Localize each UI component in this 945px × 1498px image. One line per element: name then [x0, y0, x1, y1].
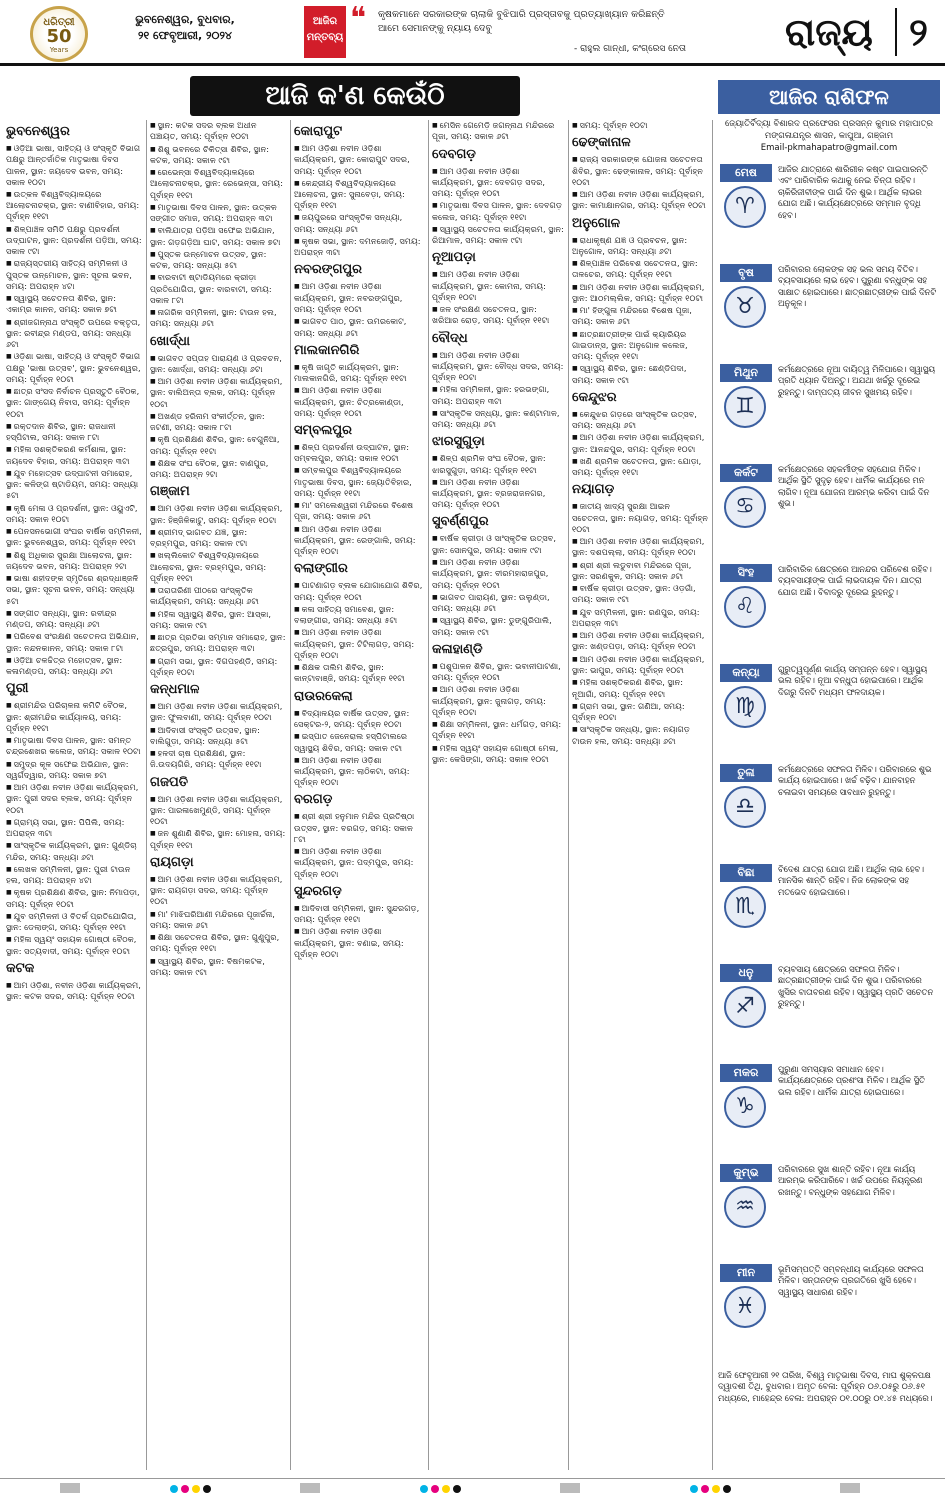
event-item: ■ ଇସ୍ପାତ ଜେନେରାଲ ହସ୍ପିଟାଲରେ ସ୍ୱାସ୍ଥ୍ୟ ଶିବିର, ସମୟ: ସକାଳ ୯ଟା	[294, 731, 424, 754]
zodiac-icon: ♌	[724, 586, 766, 628]
rashi-prediction: ଗୁରୁତ୍ୱପୂର୍ଣ୍ଣ କାର୍ଯ୍ୟ ସମ୍ପନ୍ନ ହେବ। ସ୍ୱାସ୍ଥ୍ୟ ଭଲ ରହିବ। ନୂଆ ବନ୍ଧୁତା ହୋଇପାରେ। ଆର୍ଥିକ ଦିଗରୁ ଦିନଟି ମଧ୍ୟମ ଫଳଦାୟକ।	[778, 664, 928, 697]
event-item: ■ ଖଲ୍ଲିକୋଟ ବିଶ୍ୱବିଦ୍ୟାଳୟରେ ଆଲୋଚନା, ସ୍ଥାନ: ବ୍ରହ୍ମପୁର, ସମୟ: ପୂର୍ବାହ୍ନ ୧୧ଟା	[150, 550, 286, 584]
zodiac-icon: ♑	[724, 1086, 766, 1128]
event-item: ■ ଆମ ଓଡ଼ିଶା ନବୀନ ଓଡ଼ିଶା କାର୍ଯ୍ୟକ୍ରମ, ସ୍ଥାନ: ଆନନ୍ଦପୁର, ସମୟ: ପୂର୍ବାହ୍ନ ୧୦ଟା	[572, 432, 708, 455]
district-heading: ବୌଦ୍ଧ	[432, 330, 468, 346]
event-item: ■ ମାତୃଭାଷା ଦିବସ ପାଳନ, ସ୍ଥାନ: ଉତ୍କଳ ସଙ୍ଗୀତ ସମାଜ, ସମୟ: ଅପରାହ୍ନ ୩ଟା	[150, 202, 286, 225]
zodiac-icon: ♈	[724, 186, 766, 228]
event-item: ■ ଶ୍ରୀଜଗନ୍ନାଥ ସଂସ୍କୃତି ଉପରେ ବକ୍ତୃତା, ସ୍ଥାନ: ରବୀନ୍ଦ୍ର ମଣ୍ଡପ, ସମୟ: ସନ୍ଧ୍ୟା ୬ଟା	[6, 317, 142, 351]
event-item: ■ ଭାଷା ଶହୀଦଙ୍କ ସ୍ମୃତିରେ ଶ୍ରଦ୍ଧାଞ୍ଜଳି ସଭା, ସ୍ଥାନ: ସୂଚନା ଭବନ, ସମୟ: ସନ୍ଧ୍ୟା ୫ଟା	[6, 573, 142, 607]
rashifal-title: ଆଜିର ରାଶିଫଳ	[718, 80, 940, 114]
event-item: ■ ଆମ ଓଡ଼ିଶା ନବୀନ ଓଡ଼ିଶା କାର୍ଯ୍ୟକ୍ରମ, ସ୍ଥାନ: ଟିଟିଲାଗଡ଼, ସମୟ: ପୂର୍ବାହ୍ନ ୧୦ଟା	[294, 627, 424, 661]
rashi-prediction: ପରିବାରର ଲୋକଙ୍କ ସହ ଭଲ ସମୟ ବିତିବ। ବ୍ୟବସାୟରେ ଲାଭ ହେବ। ପୁରୁଣା ବନ୍ଧୁଙ୍କ ସହ ସାକ୍ଷାତ ହୋଇପାରେ। ଛାତ୍ରଛାତ୍ରୀଙ୍କ ପାଇଁ ଦିନଟି ଅନୁକୂଳ।	[778, 264, 937, 309]
event-item: ■ ଶିକ୍ଷା ସଚେତନତା ଶିବିର, ସ୍ଥାନ: ଗୁଣୁପୁର, ସମୟ: ପୂର୍ବାହ୍ନ ୧୧ଟା	[150, 932, 286, 955]
district-heading: ନୟାଗଡ଼	[572, 482, 615, 498]
rashi-name: ସିଂହ	[720, 564, 772, 582]
rashi-prediction: ପରିବାରରେ ସୁଖ ଶାନ୍ତି ରହିବ। ନୂଆ କାର୍ଯ୍ୟ ଆରମ୍ଭ କରିପାରିବେ। ଖର୍ଚ୍ଚ ଉପରେ ନିୟନ୍ତ୍ରଣ ରଖନ୍ତୁ। ବନ୍ଧୁଙ୍କ ସହଯୋଗ ମିଳିବ।	[778, 1164, 923, 1197]
event-item: ■ ଶିଶୁ ଅଧିକାର ସୁରକ୍ଷା ଆଲୋଚନା, ସ୍ଥାନ: ଜୟଦେବ ଭବନ, ସମୟ: ଅପରାହ୍ନ ୨ଟା	[6, 550, 142, 573]
event-item: ■ ହଳଦୀ ଚାଷ ପ୍ରଶିକ୍ଷଣ, ସ୍ଥାନ: ଜି.ଉଦୟଗିରି, ସମୟ: ପୂର୍ବାହ୍ନ ୧୧ଟା	[150, 748, 286, 771]
events-column-4	[432, 120, 564, 1475]
rashi-entry	[718, 864, 940, 960]
rashi-name: ମିଥୁନ	[720, 364, 772, 382]
district-heading: ନବରଙ୍ଗପୁର	[294, 262, 363, 278]
event-item: ■ ପୁସ୍ତକ ଉନ୍ମୋଚନ ଉତ୍ସବ, ସ୍ଥାନ: କଟକ, ସମୟ: ସନ୍ଧ୍ୟା ୫ଟା	[150, 249, 286, 272]
event-item: ■ ମାତୃଭାଷା ଦିବସ ପାଳନ, ସ୍ଥାନ: ଦେବଗଡ଼ କଲେଜ, ସମୟ: ପୂର୍ବାହ୍ନ ୧୧ଟା	[432, 200, 564, 223]
events-column-1	[6, 120, 142, 1475]
rashi-name: ବୃଷ	[720, 264, 772, 282]
event-item: ■ ଛାତ୍ର ପ୍ରତିଭା ସମ୍ମାନ ସମାରୋହ, ସ୍ଥାନ: ଛତ୍ରପୁର, ସମୟ: ଅପରାହ୍ନ ୩ଟା	[150, 632, 286, 655]
rashi-entry	[718, 1264, 940, 1360]
event-item: ■ ଆମ ଓଡ଼ିଶା ନବୀନ ଓଡ଼ିଶା କାର୍ଯ୍ୟକ୍ରମ, ସ୍ଥାନ: ଖଣ୍ଡପଡ଼ା, ସମୟ: ପୂର୍ବାହ୍ନ ୧୦ଟା	[572, 630, 708, 653]
district-heading: ସମ୍ବଲପୁର	[294, 422, 352, 438]
rashi-prediction: ବିଦେଶ ଯାତ୍ରା ଯୋଗ ଅଛି। ଆର୍ଥିକ ଲାଭ ହେବ। ମାନସିକ ଶାନ୍ତି ରହିବ। ନିଜ ଲୋକଙ୍କ ସହ ମତଭେଦ ହୋଇପାରେ।	[778, 864, 924, 897]
event-item: ■ ଆମ ଓଡ଼ିଶା, ନବୀନ ଓଡ଼ିଶା କାର୍ଯ୍ୟକ୍ରମ, ସ୍ଥାନ: କଟକ ସଦର, ସମୟ: ପୂର୍ବାହ୍ନ ୧୦ଟା	[6, 980, 142, 1003]
rashi-prediction: ଭୂମିସମ୍ପତ୍ତି ସମ୍ବନ୍ଧୀୟ କାର୍ଯ୍ୟରେ ସଫଳତା ମିଳିବ। ସନ୍ତାନଙ୍କ ପ୍ରଗତିରେ ଖୁସି ହେବେ। ସ୍ୱାସ୍ଥ୍ୟ ସାଧାରଣ ରହିବ।	[778, 1264, 924, 1297]
event-item: ■ ଶିକ୍ଷା ସମ୍ମିଳନୀ, ସ୍ଥାନ: ଧର୍ମଗଡ଼, ସମୟ: ପୂର୍ବାହ୍ନ ୧୧ଟା	[432, 719, 564, 742]
event-item: ■ କଳା ସାହିତ୍ୟ ସମାବେଶ, ସ୍ଥାନ: ବଲାଙ୍ଗୀର, ସମୟ: ସନ୍ଧ୍ୟା ୫ଟା	[294, 604, 424, 627]
dateline	[100, 12, 270, 44]
event-item: ■ ଆମ ଓଡ଼ିଶା ନବୀନ ଓଡ଼ିଶା କାର୍ଯ୍ୟକ୍ରମ, ସ୍ଥାନ: ବ୍ରଜରାଜନଗର, ସମୟ: ପୂର୍ବାହ୍ନ ୧୦ଟା	[432, 477, 564, 511]
rashi-entry	[718, 564, 940, 660]
event-item: ■ ଆମ ଓଡ଼ିଶା ନବୀନ ଓଡ଼ିଶା କାର୍ଯ୍ୟକ୍ରମ, ସ୍ଥାନ: ଲାଠିକଟା, ସମୟ: ପୂର୍ବାହ୍ନ ୧୦ଟା	[294, 755, 424, 789]
registration-mark	[840, 1483, 860, 1493]
event-item: ■ ଗ୍ରାମ୍ୟ ସଭା, ସ୍ଥାନ: ପିପିଲି, ସମୟ: ଅପରାହ୍ନ ୩ଟା	[6, 817, 142, 840]
district-heading: କୋରାପୁଟ	[294, 124, 343, 139]
rashi-name: ମକର	[720, 1064, 772, 1082]
quote-text: କୃଷକମାନେ ସରକାରଙ୍କ ଚାଲାକି ବୁଝିପାରି ପ୍ରସ୍ତାବକୁ ପ୍ରତ୍ୟାଖ୍ୟାନ କରିଛନ୍ତି ଆମେ ସେମାନଙ୍କୁ ନ୍ୟାୟ ଦେବୁ	[378, 9, 665, 34]
panji-note: ଆଜି ଫେବୃଆରୀ ୨୧ ତାରିଖ, ବିଶ୍ୱ ମାତୃଭାଷା ଦିବସ, ମାଘ ଶୁକ୍ଳପକ୍ଷ ଦ୍ୱାଦଶୀ ତିଥି, ବୁଧବାର। ଅମୃତ ବେଳା: ପୂର୍ବାହ୍ନ ୦୬.୦୫ରୁ ୦୬.୫୧ ମଧ୍ୟରେ, ମାହେନ୍ଦ୍ର ବେଳା: ଅପରାହ୍ନ ୦୧.୦୦ରୁ ୦୧.୪୫ ମଧ୍ୟରେ।	[718, 1370, 933, 1403]
quote-tag-line2: ମନ୍ତବ୍ୟ	[306, 32, 344, 43]
page-number: ୨	[895, 8, 928, 56]
rashi-name: ଧନୁ	[720, 964, 772, 982]
rashi-entry	[718, 764, 940, 860]
event-item: ■ ଆମ ଓଡ଼ିଶା ନବୀନ ଓଡ଼ିଶା କାର୍ଯ୍ୟକ୍ରମ, ସ୍ଥାନ: ରାୟଗଡ଼ା ସଦର, ସମୟ: ପୂର୍ବାହ୍ନ ୧୦ଟା	[150, 874, 286, 908]
column-rule	[428, 120, 429, 1470]
district-heading: ଢେଙ୍କାନାଳ	[572, 135, 631, 151]
event-item: ■ ବିଦ୍ୟାଳୟର ବାର୍ଷିକ ଉତ୍ସବ, ସ୍ଥାନ: ସେକ୍ଟର-୨, ସମୟ: ପୂର୍ବାହ୍ନ ୧୦ଟା	[294, 708, 424, 731]
event-item: ■ ସ୍ୱାସ୍ଥ୍ୟ ସଚେତନତା କାର୍ଯ୍ୟକ୍ରମ, ସ୍ଥାନ: ରିଆମାଳ, ସମୟ: ସକାଳ ୯ଟା	[432, 224, 564, 247]
event-item: ■ ସ୍ୱାସ୍ଥ୍ୟ ଶିବିର, ସ୍ଥାନ: ବିଷମକଟକ, ସମୟ: ସକାଳ ୯ଟା	[150, 956, 286, 979]
event-item: ■ ଆମ ଓଡ଼ିଶା ନବୀନ ଓଡ଼ିଶା କାର୍ଯ୍ୟକ୍ରମ, ସ୍ଥାନ: ବୌଦ୍ଧ ସଦର, ସମୟ: ପୂର୍ବାହ୍ନ ୧୦ଟା	[432, 350, 564, 384]
rashi-name: କନ୍ୟା	[720, 664, 772, 682]
event-item: ■ ଲେଖକ ସମ୍ମିଳନୀ, ସ୍ଥାନ: ପୁରୀ ଟାଉନ ହଲ, ସମୟ: ଅପରାହ୍ନ ୪ଟା	[6, 864, 142, 887]
rashi-prediction: ପାରିବାରିକ କ୍ଷେତ୍ରରେ ଆନନ୍ଦର ପରିବେଶ ରହିବ। ବ୍ୟବସାୟୀଙ୍କ ପାଇଁ ଲାଭଦାୟକ ଦିନ। ଯାତ୍ରା ଯୋଗ ଅଛି। ବିବାଦରୁ ଦୂରେଇ ରୁହନ୍ତୁ।	[778, 564, 932, 597]
event-item: ■ ସ୍ୱାସ୍ଥ୍ୟ ଶିବିର, ସ୍ଥାନ: ଡୁଙ୍ଗୁରିପାଲି, ସମୟ: ସକାଳ ୯ଟା	[432, 615, 564, 638]
event-item: ■ ଶିଳ୍ପ ଶ୍ରମିକ ସଂଘ ବୈଠକ, ସ୍ଥାନ: ଝାରସୁଗୁଡ଼ା, ସମୟ: ପୂର୍ବାହ୍ନ ୧୧ଟା	[432, 453, 564, 476]
event-item: ■ ଶିଳ୍ପାଞ୍ଚଳ ପରିବେଶ ସଚେତନତା, ସ୍ଥାନ: ତାଳଚେର, ସମୟ: ପୂର୍ବାହ୍ନ ୧୧ଟା	[572, 258, 708, 281]
event-item: ■ ମେସିନ ଗେମେଡ଼ି ଜଗନ୍ନାଥ ମନ୍ଦିରରେ ପୂଜା, ସମୟ: ସକାଳ ୬ଟା	[432, 120, 564, 143]
event-item: ■ ପଶୁପାଳନ ଶିବିର, ସ୍ଥାନ: ଭବାନୀପାଟଣା, ସମୟ: ପୂର୍ବାହ୍ନ ୧୦ଟା	[432, 661, 564, 684]
quote-tag	[304, 6, 346, 58]
event-item: ■ ଆମ ଓଡ଼ିଶା ନବୀନ ଓଡ଼ିଶା କାର୍ଯ୍ୟକ୍ରମ, ସ୍ଥାନ: ଚିତ୍ରକୋଣ୍ଡା, ସମୟ: ପୂର୍ବାହ୍ନ ୧୦ଟା	[294, 385, 424, 419]
event-item: ■ ଓଡ଼ିଶା ଭାଷା, ସାହିତ୍ୟ ଓ ସଂସ୍କୃତି ବିଭାଗ ପକ୍ଷରୁ 'ଭାଷା ଉତ୍ସବ', ସ୍ଥାନ: ଭୁବନେଶ୍ୱର, ସମୟ: ପୂର୍ବାହ୍ନ ୧୦ଟା	[6, 351, 142, 385]
section-name: ରାଜ୍ୟ	[785, 10, 873, 54]
event-item: ■ ଖଣି ଶ୍ରମିକ ସଚେତନତା, ସ୍ଥାନ: ଯୋଡ଼ା, ସମୟ: ପୂର୍ବାହ୍ନ ୧୧ଟା	[572, 456, 708, 479]
quote-mark-icon: ❝	[350, 1, 367, 36]
event-item: ■ ଆମ ଓଡ଼ିଶା ନବୀନ ଓଡ଼ିଶା କାର୍ଯ୍ୟକ୍ରମ, ସ୍ଥାନ: କୋରାପୁଟ ସଦର, ସମୟ: ପୂର୍ବାହ୍ନ ୧୦ଟା	[294, 143, 424, 177]
event-item: ■ ସ୍ୱାସ୍ଥ୍ୟ ସଚେତନତା ଶିବିର, ସ୍ଥାନ: ଏକାମ୍ର କାନନ, ସମୟ: ସକାଳ ୭ଟା	[6, 293, 142, 316]
zodiac-icon: ♏	[724, 886, 766, 928]
event-item: ■ ଆମ ଓଡ଼ିଶା ନବୀନ ଓଡ଼ିଶା କାର୍ଯ୍ୟକ୍ରମ, ସ୍ଥାନ: ରେଙ୍ଗାଲି, ସମୟ: ପୂର୍ବାହ୍ନ ୧୦ଟା	[294, 524, 424, 558]
event-item: ■ କୃଷକ ପ୍ରଶିକ୍ଷଣ ଶିବିର, ସ୍ଥାନ: ନିମାପଡ଼ା, ସମୟ: ପୂର୍ବାହ୍ନ ୧୦ଟା	[6, 887, 142, 910]
astrologer-email: Email-pkmahapatro@gmail.com	[760, 143, 898, 153]
events-column-2	[150, 120, 286, 1475]
event-item: ■ ଆମ ଓଡ଼ିଶା ନବୀନ ଓଡ଼ିଶା କାର୍ଯ୍ୟକ୍ରମ, ସ୍ଥାନ: କାମାକ୍ଷାନଗର, ସମୟ: ପୂର୍ବାହ୍ନ ୧୦ଟା	[572, 189, 708, 212]
rashi-prediction: ଆଜିର ଯାତ୍ରାରେ ଶାରିରୀକ କଷ୍ଟ ପାଇପାରନ୍ତି ଏବଂ ପାରିବାରିକ କଥାକୁ ନେଇ ଚିନ୍ତା ରହିବ। ଚାକିରିଜୀବୀଙ୍କ ପାଇଁ ଦିନ ଶୁଭ। ଆର୍ଥିକ ଲାଭର ଯୋଗ ଅଛି। କାର୍ଯ୍ୟକ୍ଷେତ୍ରରେ ସମ୍ମାନ ବୃଦ୍ଧି ହେବ।	[778, 164, 928, 220]
event-item: ■ ଜାତୀୟ ଖାଦ୍ୟ ସୁରକ୍ଷା ଆଇନ ସଚେତନତା, ସ୍ଥାନ: ନୟାଗଡ଼, ସମୟ: ପୂର୍ବାହ୍ନ ୧୦ଟା	[572, 501, 708, 535]
logo-years: 50	[46, 26, 72, 47]
event-item: ■ ସମ୍ବଲପୁର ବିଶ୍ୱବିଦ୍ୟାଳୟରେ ମାତୃଭାଷା ଦିବସ, ସ୍ଥାନ: ଜ୍ୟୋତିବିହାର, ସମୟ: ପୂର୍ବାହ୍ନ ୧୧ଟା	[294, 465, 424, 499]
dateline-place-day: ଭୁବନେଶ୍ୱର, ବୁଧବାର,	[135, 13, 235, 26]
event-item: ■ ସ୍ୱାସ୍ଥ୍ୟ ଶିବିର, ସ୍ଥାନ: ଛେଣ୍ଡିପଦା, ସମୟ: ସକାଳ ୯ଟା	[572, 363, 708, 386]
event-item: ■ ସମୁଦ୍ର କୂଳ ସଫେଇ ଅଭିଯାନ, ସ୍ଥାନ: ସ୍ୱର୍ଗଦ୍ୱାର, ସମୟ: ସକାଳ ୭ଟା	[6, 759, 142, 782]
registration-mark	[560, 1483, 580, 1493]
rashi-prediction: କର୍ମକ୍ଷେତ୍ରରେ ନୂଆ ଦାୟିତ୍ୱ ମିଳିପାରେ। ସ୍ୱାସ୍ଥ୍ୟ ପ୍ରତି ଧ୍ୟାନ ଦିଅନ୍ତୁ। ଅଯଥା ଖର୍ଚ୍ଚରୁ ଦୂରେଇ ରୁହନ୍ତୁ। ଦାମ୍ପତ୍ୟ ଜୀବନ ସୁଖମୟ ରହିବ।	[778, 364, 935, 397]
event-item: ■ ତାରାତାରିଣୀ ପୀଠରେ ସାଂସ୍କୃତିକ କାର୍ଯ୍ୟକ୍ରମ, ସମୟ: ସନ୍ଧ୍ୟା ୬ଟା	[150, 585, 286, 608]
event-item: ■ ଯୁବ ସମ୍ମିଳନୀ, ସ୍ଥାନ: ରଣପୁର, ସମୟ: ଅପରାହ୍ନ ୩ଟା	[572, 607, 708, 630]
event-item: ■ ବାର୍ଷିକ କ୍ରୀଡ଼ା ଓ ସାଂସ୍କୃତିକ ଉତ୍ସବ, ସ୍ଥାନ: ସୋନପୁର, ସମୟ: ସକାଳ ୯ଟା	[432, 533, 564, 556]
district-heading: ନୂଆପଡ଼ା	[432, 250, 476, 266]
rashi-name: ମୀନ	[720, 1264, 772, 1282]
event-item: ■ କୃଷକ ସଭା, ସ୍ଥାନ: ଦମନଜୋଡ଼ି, ସମୟ: ଅପରାହ୍ନ ୩ଟା	[294, 236, 424, 259]
event-item: ■ ବାରବାଟୀ ଷ୍ଟାଡିୟମରେ କ୍ରୀଡ଼ା ପ୍ରତିଯୋଗିତା, ସ୍ଥାନ: ବାରବାଟୀ, ସମୟ: ସକାଳ ୮ଟା	[150, 272, 286, 306]
event-item: ■ ରେଭେନ୍ସା ବିଶ୍ୱବିଦ୍ୟାଳୟରେ ଆଲୋଚନାଚକ୍ର, ସ୍ଥାନ: ରେଭେନ୍ସା, ସମୟ: ପୂର୍ବାହ୍ନ ୧୧ଟା	[150, 167, 286, 201]
event-item: ■ ନାଗରିକ ସମ୍ମିଳନୀ, ସ୍ଥାନ: ଟାଉନ ହଲ, ସମୟ: ସନ୍ଧ୍ୟା ୬ଟା	[150, 307, 286, 330]
section-banner: ଆଜି କ'ଣ କେଉଁଠି	[190, 76, 520, 116]
event-item: ■ ରାଜ୍ୟ ସରକାରଙ୍କ ଯୋଜନା ସଚେତନତା ଶିବିର, ସ୍ଥାନ: ଢେଙ୍କାନାଳ, ସମୟ: ପୂର୍ବାହ୍ନ ୧୦ଟା	[572, 154, 708, 188]
event-item: ■ ଭାଗବତ ପାଠ, ସ୍ଥାନ: ଉମରକୋଟ, ସମୟ: ସନ୍ଧ୍ୟା ୬ଟା	[294, 316, 424, 339]
district-heading: ଗଜପତି	[150, 774, 188, 790]
rashi-name: ତୁଳା	[720, 764, 772, 782]
event-item: ■ ଆମ ଓଡ଼ିଶା ନବୀନ ଓଡ଼ିଶା କାର୍ଯ୍ୟକ୍ରମ, ସ୍ଥାନ: ଆଠମଲ୍ଲିକ, ସମୟ: ପୂର୍ବାହ୍ନ ୧୦ଟା	[572, 282, 708, 305]
event-item: ■ ଜଳ ସଂରକ୍ଷଣ ସଚେତନତା, ସ୍ଥାନ: ଖରିଆର ରୋଡ଼, ସମୟ: ପୂର୍ବାହ୍ନ ୧୧ଟା	[432, 304, 564, 327]
registration-mark	[60, 1483, 80, 1493]
event-item: ■ ଶିକ୍ଷକ ତାଲିମ ଶିବିର, ସ୍ଥାନ: କାନ୍ଟାବାଞ୍ଜି, ସମୟ: ପୂର୍ବାହ୍ନ ୧୧ଟା	[294, 662, 424, 685]
event-item: ■ ଆମ ଓଡ଼ିଶା ନବୀନ ଓଡ଼ିଶା କାର୍ଯ୍ୟକ୍ରମ, ସ୍ଥାନ: ପଦ୍ମପୁର, ସମୟ: ପୂର୍ବାହ୍ନ ୧୦ଟା	[294, 846, 424, 880]
event-item: ■ ମହିଳା ସ୍ୱାସ୍ଥ୍ୟ ଶିବିର, ସ୍ଥାନ: ଆସ୍କା, ସମୟ: ସକାଳ ୯ଟା	[150, 609, 286, 632]
rashi-entry	[718, 264, 940, 360]
event-item: ■ ପାଟଣାଗଡ଼ ବ୍ଲକ ଯୋଗାଯୋଗ ଶିବିର, ସମୟ: ପୂର୍ବାହ୍ନ ୧୦ଟା	[294, 580, 424, 603]
district-heading: ପୁରୀ	[6, 681, 29, 697]
event-item: ■ ଆମ ଓଡ଼ିଶା ନବୀନ ଓଡ଼ିଶା କାର୍ଯ୍ୟକ୍ରମ, ସ୍ଥାନ: ଦେବଗଡ଼ ସଦର, ସମୟ: ପୂର୍ବାହ୍ନ ୧୦ଟା	[432, 166, 564, 200]
event-item: ■ ଆଦିବାସୀ ସମ୍ମିଳନୀ, ସ୍ଥାନ: ସୁନ୍ଦରଗଡ଼, ସମୟ: ପୂର୍ବାହ୍ନ ୧୧ଟା	[294, 903, 424, 926]
event-item: ■ ଗ୍ରାମ ସଭା, ସ୍ଥାନ: ଦିଗପହଣ୍ଡି, ସମୟ: ପୂର୍ବାହ୍ନ ୧୦ଟା	[150, 656, 286, 679]
zodiac-icon: ♋	[724, 486, 766, 528]
event-item: ■ ପେନସନଭୋଗୀ ସଂଘର ବାର୍ଷିକ ସମ୍ମିଳନୀ, ସ୍ଥାନ: ଭୁବନେଶ୍ୱର, ସମୟ: ପୂର୍ବାହ୍ନ ୧୧ଟା	[6, 526, 142, 549]
event-item: ■ ପରିବେଶ ସଂରକ୍ଷଣ ସଚେତନତା ଅଭିଯାନ, ସ୍ଥାନ: ନନ୍ଦନକାନନ, ସମୟ: ସକାଳ ୮ଟା	[6, 631, 142, 654]
district-heading: କଳାହାଣ୍ଡି	[432, 641, 483, 657]
district-heading: ସୁବର୍ଣ୍ଣପୁର	[432, 514, 489, 530]
event-item: ■ ମା' ମାଝିଘରିଆଣୀ ମନ୍ଦିରରେ ପୂଜାର୍ଚ୍ଚନା, ସମୟ: ସକାଳ ୬ଟା	[150, 909, 286, 932]
event-item: ■ ଆମ ଓଡ଼ିଶା ନବୀନ ଓଡ଼ିଶା କାର୍ଯ୍ୟକ୍ରମ, ସ୍ଥାନ: ବଣାଇ, ସମୟ: ପୂର୍ବାହ୍ନ ୧୦ଟା	[294, 926, 424, 960]
district-heading: ରାଉରକେଲା	[294, 688, 353, 704]
event-item: ■ ସ୍ଥାନ: କଟକ ସଦର ବ୍ଲକ ଅଧୀନ ପଞ୍ଚାୟତ, ସମୟ: ପୂର୍ବାହ୍ନ ୧୦ଟା	[150, 120, 286, 143]
district-heading: ସୁନ୍ଦରଗଡ଼	[294, 883, 342, 899]
events-column-5	[572, 120, 708, 1475]
district-heading: କଟକ	[6, 960, 35, 976]
event-item: ■ ଶ୍ରୀମନ୍ଦିର ପରିଚାଳନା କମିଟି ବୈଠକ, ସ୍ଥାନ: ଶ୍ରୀମନ୍ଦିର କାର୍ଯ୍ୟାଳୟ, ସମୟ: ପୂର୍ବାହ୍ନ ୧୧ଟା	[6, 700, 142, 734]
event-item: ■ କେନ୍ଦୁଝର ଗଡ଼ରେ ସାଂସ୍କୃତିକ ଉତ୍ସବ, ସମୟ: ସନ୍ଧ୍ୟା ୬ଟା	[572, 409, 708, 432]
event-item: ■ ବାର୍ଷିକ କ୍ରୀଡ଼ା ଉତ୍ସବ, ସ୍ଥାନ: ଓଡ଼ଗାଁ, ସମୟ: ସକାଳ ୯ଟା	[572, 583, 708, 606]
quote-of-day	[300, 1, 690, 60]
event-item: ■ ଆମ ଓଡ଼ିଶା ନବୀନ ଓଡ଼ିଶା କାର୍ଯ୍ୟକ୍ରମ, ସ୍ଥାନ: ଦଶପଲ୍ଲା, ସମୟ: ପୂର୍ବାହ୍ନ ୧୦ଟା	[572, 536, 708, 559]
district-heading: କେନ୍ଦୁଝର	[572, 389, 617, 405]
rashi-entry	[718, 964, 940, 1060]
event-item: ■ ଛାତ୍ର ସଂସଦ ନିର୍ବାଚନ ପ୍ରସ୍ତୁତି ବୈଠକ, ସ୍ଥାନ: ଗାଙ୍ଗେୟ ନିବାସ, ସମୟ: ପୂର୍ବାହ୍ନ ୧୦ଟା	[6, 386, 142, 420]
event-item: ■ ଜନ ଶୁଣାଣି ଶିବିର, ସ୍ଥାନ: ମୋହନା, ସମୟ: ପୂର୍ବାହ୍ନ ୧୧ଟା	[150, 828, 286, 851]
event-item: ■ ଓଡ଼ିଆ ଭାଷା, ସାହିତ୍ୟ ଓ ସଂସ୍କୃତି ବିଭାଗ ପକ୍ଷରୁ ଆନ୍ତର୍ଜାତିକ ମାତୃଭାଷା ଦିବସ ପାଳନ, ସ୍ଥାନ: ଜୟଦେବ ଭବନ, ସମୟ: ସକାଳ ୧୦ଟା	[6, 143, 142, 188]
rashi-entry	[718, 1164, 940, 1260]
rashi-prediction: କର୍ମକ୍ଷେତ୍ରରେ ସହକର୍ମୀଙ୍କ ସହଯୋଗ ମିଳିବ। ଆର୍ଥିକ ସ୍ଥିତି ସୁଦୃଢ଼ ହେବ। ଧାର୍ମିକ କାର୍ଯ୍ୟରେ ମନ ଲାଗିବ। ନୂଆ ଯୋଜନା ଆରମ୍ଭ କରିବା ପାଇଁ ଦିନ ଶୁଭ।	[778, 464, 930, 509]
zodiac-icon: ♒	[724, 1186, 766, 1228]
event-item: ■ ସାଂସ୍କୃତିକ ସନ୍ଧ୍ୟା, ସ୍ଥାନ: ନୟାଗଡ଼ ଟାଉନ ହଲ, ସମୟ: ସନ୍ଧ୍ୟା ୬ଟା	[572, 724, 708, 747]
event-item: ■ ସାଂସ୍କୃତିକ ସନ୍ଧ୍ୟା, ସ୍ଥାନ: କଣ୍ଟାମାଳ, ସମୟ: ସନ୍ଧ୍ୟା ୬ଟା	[432, 408, 564, 431]
event-item: ■ ଆମ ଓଡ଼ିଶା ନବୀନ ଓଡ଼ିଶା କାର୍ଯ୍ୟକ୍ରମ, ସ୍ଥାନ: ଜୁନାଗଡ଼, ସମୟ: ପୂର୍ବାହ୍ନ ୧୦ଟା	[432, 684, 564, 718]
rashi-name: କୁମ୍ଭ	[720, 1164, 772, 1182]
event-item: ■ ଶିଳ୍ପ ପ୍ରଦର୍ଶନୀ ଉଦ୍‌ଘାଟନ, ସ୍ଥାନ: ସମ୍ବଲପୁର, ସମୟ: ସକାଳ ୧୦ଟା	[294, 442, 424, 465]
event-item: ■ ମା' ହିଙ୍ଗୁଳା ମନ୍ଦିରରେ ବିଶେଷ ପୂଜା, ସମୟ: ସକାଳ ୬ଟା	[572, 305, 708, 328]
event-item: ■ ଛାତ୍ରଛାତ୍ରୀଙ୍କ ପାଇଁ କ୍ୟାରିୟର ଗାଇଡାନ୍ସ, ସ୍ଥାନ: ଅନୁଗୋଳ କଲେଜ, ସମୟ: ପୂର୍ବାହ୍ନ ୧୧ଟା	[572, 329, 708, 363]
event-item: ■ ରାଧାକୃଷ୍ଣ ଯଜ୍ଞ ଓ ପ୍ରବଚନ, ସ୍ଥାନ: ଅନୁଗୋଳ, ସମୟ: ସନ୍ଧ୍ୟା ୬ଟା	[572, 235, 708, 258]
rashi-prediction: ପୁରୁଣା ସମସ୍ୟାର ସମାଧାନ ହେବ। କାର୍ଯ୍ୟକ୍ଷେତ୍ରରେ ପ୍ରଶଂସା ମିଳିବ। ଆର୍ଥିକ ସ୍ଥିତି ଭଲ ରହିବ। ଧାର୍ମିକ ଯାତ୍ରା ହୋଇପାରେ।	[778, 1064, 925, 1097]
quote-tag-line1: ଆଜିର	[312, 16, 338, 27]
event-item: ■ ଆମ ଓଡ଼ିଶା ନବୀନ ଓଡ଼ିଶା କାର୍ଯ୍ୟକ୍ରମ, ସ୍ଥାନ: ବାଲିଅନ୍ତା ବ୍ଲକ, ସମୟ: ପୂର୍ବାହ୍ନ ୧୦ଟା	[150, 376, 286, 410]
column-rule	[568, 120, 569, 1470]
zodiac-icon: ♊	[724, 386, 766, 428]
event-item: ■ ମା' ସମଲେଶ୍ୱରୀ ମନ୍ଦିରରେ ବିଶେଷ ପୂଜା, ସମୟ: ସକାଳ ୬ଟା	[294, 500, 424, 523]
rashi-name: କର୍କଟ	[720, 464, 772, 482]
zodiac-icon: ♉	[724, 286, 766, 328]
rashi-name: ବିଛା	[720, 864, 772, 882]
event-item: ■ ଓଡ଼ିଆ ଚଳଚ୍ଚିତ୍ର ମହୋତ୍ସବ, ସ୍ଥାନ: କଳାମଣ୍ଡପ, ସମୟ: ସନ୍ଧ୍ୟା ୬ଟା	[6, 655, 142, 678]
event-item: ■ ମହିଳା ସଶକ୍ତିକରଣ ଶିବିର, ସ୍ଥାନ: ନୂଆଗାଁ, ସମୟ: ପୂର୍ବାହ୍ନ ୧୧ଟା	[572, 677, 708, 700]
zodiac-icon: ♐	[724, 986, 766, 1028]
astrologer-name: ଜ୍ୟୋତିର୍ବିଦ୍ୟା ବିଶାରଦ ପ୍ରଫେସର ପ୍ରସନ୍ନ କୁମାର ମହାପାତ୍ର	[725, 119, 933, 129]
dateline-date: ୨୧ ଫେବୃଆରୀ, ୨୦୨୪	[138, 29, 232, 42]
rashifal-panel	[718, 80, 940, 1470]
color-dots	[420, 1485, 461, 1493]
event-item: ■ ମହିଳା ସ୍ୱୟଂ ସହାୟକ ଗୋଷ୍ଠୀ ବୈଠକ, ସ୍ଥାନ: ସତ୍ୟବାଦୀ, ସମୟ: ପୂର୍ବାହ୍ନ ୧୦ଟା	[6, 934, 142, 957]
event-item: ■ ମହିଳା ସଶକ୍ତିକରଣ କର୍ମଶାଳା, ସ୍ଥାନ: ଜୟଦେବ ବିହାର, ସମୟ: ଅପରାହ୍ନ ୩ଟା	[6, 444, 142, 467]
events-column-3	[294, 120, 424, 1475]
masthead	[0, 0, 945, 66]
event-item: ■ କୃଷି ଜାଗୃତି କାର୍ଯ୍ୟକ୍ରମ, ସ୍ଥାନ: ମାଲକାନଗିରି, ସମୟ: ପୂର୍ବାହ୍ନ ୧୧ଟା	[294, 362, 424, 385]
rashifal-credits	[718, 118, 940, 154]
district-heading: ଅନୁଗୋଳ	[572, 215, 621, 231]
logo-sub: Years	[49, 46, 69, 54]
quote-author: - ରାହୁଲ ଗାନ୍ଧୀ, କଂଗ୍ରେସ ନେତା	[574, 44, 686, 54]
color-dots	[690, 1485, 731, 1493]
district-heading: ଝାରସୁଗୁଡ଼ା	[432, 434, 485, 450]
logo-title: ଧରିତ୍ରୀ	[43, 17, 75, 28]
event-item: ■ ଆମ ଓଡ଼ିଶା ନବୀନ ଓଡ଼ିଶା କାର୍ଯ୍ୟକ୍ରମ, ସ୍ଥାନ: ବୀରମହାରାଜପୁର, ସମୟ: ପୂର୍ବାହ୍ନ ୧୦ଟା	[432, 557, 564, 591]
event-item: ■ ଯୁବ ମହୋତ୍ସବ ଉଦ୍‌ଘାଟନୀ ସମାରୋହ, ସ୍ଥାନ: କଳିଙ୍ଗ ଷ୍ଟାଡିୟମ, ସମୟ: ସନ୍ଧ୍ୟା ୫ଟା	[6, 468, 142, 502]
event-item: ■ ବାଲିଯାତ୍ରା ପଡ଼ିଆ ସଫେଇ ଅଭିଯାନ, ସ୍ଥାନ: ଗଡ଼ଗଡ଼ିଆ ଘାଟ, ସମୟ: ସକାଳ ୭ଟା	[150, 225, 286, 248]
event-item: ■ ଭାଗବତ ପାରାୟଣ, ସ୍ଥାନ: ଉଲୁଣ୍ଡା, ସମୟ: ସନ୍ଧ୍ୟା ୬ଟା	[432, 592, 564, 615]
event-item: ■ ରକ୍ତଦାନ ଶିବିର, ସ୍ଥାନ: ରାଜଧାନୀ ହସ୍ପିଟାଲ, ସମୟ: ସକାଳ ୮ଟା	[6, 421, 142, 444]
event-item: ■ କୃଷି ପ୍ରଶିକ୍ଷଣ ଶିବିର, ସ୍ଥାନ: ବେଗୁନିଆ, ସମୟ: ପୂର୍ବାହ୍ନ ୧୧ଟା	[150, 434, 286, 457]
event-item: ■ ଆମ ଓଡ଼ିଶା ନବୀନ ଓଡ଼ିଶା କାର୍ଯ୍ୟକ୍ରମ, ସ୍ଥାନ: ଭାପୁର, ସମୟ: ପୂର୍ବାହ୍ନ ୧୦ଟା	[572, 654, 708, 677]
event-item: ■ ମହିଳା ସମ୍ମିଳନୀ, ସ୍ଥାନ: ହରଭଙ୍ଗା, ସମୟ: ଅପରାହ୍ନ ୩ଟା	[432, 384, 564, 407]
zodiac-icon: ♓	[724, 1286, 766, 1328]
event-item: ■ ଆମ ଓଡ଼ିଶା ନବୀନ ଓଡ଼ିଶା କାର୍ଯ୍ୟକ୍ରମ, ସ୍ଥାନ: ଫୁଲବାଣୀ, ସମୟ: ପୂର୍ବାହ୍ନ ୧୦ଟା	[150, 701, 286, 724]
event-item: ■ ଶିଳ୍ପାଞ୍ଚଳ ସମିତି ପକ୍ଷରୁ ପ୍ରଦର୍ଶନୀ ଉଦ୍‌ଘାଟନ, ସ୍ଥାନ: ପ୍ରଦର୍ଶନୀ ପଡ଼ିଆ, ସମୟ: ସକାଳ ୯ଟା	[6, 224, 142, 258]
registration-mark	[300, 1483, 320, 1493]
event-item: ■ ଶିକ୍ଷକ ସଂଘ ବୈଠକ, ସ୍ଥାନ: ବାଣପୁର, ସମୟ: ଅପରାହ୍ନ ୨ଟା	[150, 458, 286, 481]
event-item: ■ ଆମ ଓଡ଼ିଶା ନବୀନ ଓଡ଼ିଶା କାର୍ଯ୍ୟକ୍ରମ, ସ୍ଥାନ: ପାରଳାଖେମୁଣ୍ଡି, ସମୟ: ପୂର୍ବାହ୍ନ ୧୦ଟା	[150, 794, 286, 828]
event-item: ■ ଅଖଣ୍ଡ ହରିନାମ ସଂକୀର୍ତ୍ତନ, ସ୍ଥାନ: ଜଟଣୀ, ସମୟ: ସକାଳ ୮ଟା	[150, 411, 286, 434]
district-heading: ରାୟଗଡ଼ା	[150, 854, 194, 870]
zodiac-icon: ♍	[724, 686, 766, 728]
rashi-prediction: କର୍ମକ୍ଷେତ୍ରରେ ସଫଳତା ମିଳିବ। ପରିବାରରେ ଶୁଭ କାର୍ଯ୍ୟ ହୋଇପାରେ। ଖର୍ଚ୍ଚ ବଢ଼ିବ। ଯାନବାହନ ଚଳାଇବା ସମୟରେ ସାବଧାନ ରୁହନ୍ତୁ।	[778, 764, 932, 797]
district-heading: କନ୍ଧମାଳ	[150, 682, 200, 698]
zodiac-icon: ♎	[724, 786, 766, 828]
rashi-entry	[718, 164, 940, 260]
district-heading: ବଲାଙ୍ଗୀର	[294, 561, 348, 577]
event-item: ■ ଆମ ଓଡ଼ିଶା ନବୀନ ଓଡ଼ିଶା କାର୍ଯ୍ୟକ୍ରମ, ସ୍ଥାନ: ହିଞ୍ଜିଳିକାଟୁ, ସମୟ: ପୂର୍ବାହ୍ନ ୧୦ଟା	[150, 503, 286, 526]
event-item: ■ କୃଷି ମେଳା ଓ ପ୍ରଦର୍ଶନୀ, ସ୍ଥାନ: ଓୟୁଏଟି, ସମୟ: ସକାଳ ୧୦ଟା	[6, 503, 142, 526]
district-heading: ଦେବଗଡ଼	[432, 146, 476, 162]
event-item: ■ ଆମ ଓଡ଼ିଶା ନବୀନ ଓଡ଼ିଶା କାର୍ଯ୍ୟକ୍ରମ, ସ୍ଥାନ: କୋମନା, ସମୟ: ପୂର୍ବାହ୍ନ ୧୦ଟା	[432, 269, 564, 303]
event-item: ■ ଯୁବ ସମ୍ମିଳନୀ ଓ ବିତର୍କ ପ୍ରତିଯୋଗିତା, ସ୍ଥାନ: ଡେଲାଙ୍ଗ, ସମୟ: ପୂର୍ବାହ୍ନ ୧୧ଟା	[6, 911, 142, 934]
event-item: ■ ଶ୍ରୀମଦ୍ ଭାଗବତ ଯଜ୍ଞ, ସ୍ଥାନ: ବ୍ରହ୍ମପୁର, ସମୟ: ସକାଳ ୯ଟା	[150, 527, 286, 550]
event-item: ■ ସାଂସ୍କୃତିକ କାର୍ଯ୍ୟକ୍ରମ, ସ୍ଥାନ: ଗୁଣ୍ଡିଚା ମନ୍ଦିର, ସମୟ: ସନ୍ଧ୍ୟା ୬ଟା	[6, 840, 142, 863]
rashi-prediction: ବ୍ୟବସାୟ କ୍ଷେତ୍ରରେ ସଫଳତା ମିଳିବ। ଛାତ୍ରଛାତ୍ରୀଙ୍କ ପାଇଁ ଦିନ ଶୁଭ। ପରିବାରରେ ଖୁସିର ବାତାବରଣ ରହିବ। ସ୍ୱାସ୍ଥ୍ୟ ପ୍ରତି ସଚେତନ ରୁହନ୍ତୁ।	[778, 964, 934, 1009]
event-item: ■ କେନ୍ଦ୍ରୀୟ ବିଶ୍ୱବିଦ୍ୟାଳୟରେ ଆଲୋଚନା, ସ୍ଥାନ: ସୁନାବେଡ଼ା, ସମୟ: ପୂର୍ବାହ୍ନ ୧୧ଟା	[294, 178, 424, 212]
event-item: ■ ଭାଗବତ ସପ୍ତାହ ପାରାୟଣ ଓ ପ୍ରବଚନ, ସ୍ଥାନ: ଖୋର୍ଦ୍ଧା, ସମୟ: ସନ୍ଧ୍ୟା ୬ଟା	[150, 353, 286, 376]
event-item: ■ ଶ୍ରୀ ଶ୍ରୀ ହନୁମାନ ମନ୍ଦିର ପ୍ରତିଷ୍ଠା ଉତ୍ସବ, ସ୍ଥାନ: ବରଗଡ଼, ସମୟ: ସକାଳ ୮ଟା	[294, 811, 424, 845]
print-footer	[0, 1478, 945, 1498]
event-item: ■ ଆମ ଓଡ଼ିଶା ନବୀନ ଓଡ଼ିଶା କାର୍ଯ୍ୟକ୍ରମ, ସ୍ଥାନ: ପୁରୀ ସଦର ବ୍ଲକ, ସମୟ: ପୂର୍ବାହ୍ନ ୧୦ଟା	[6, 782, 142, 816]
rashi-entry	[718, 464, 940, 560]
event-item: ■ ଶ୍ରୀ ଶ୍ରୀ ଲଡୁବାବା ମନ୍ଦିରରେ ପୂଜା, ସ୍ଥାନ: ସରଣକୁଳ, ସମୟ: ସକାଳ ୬ଟା	[572, 560, 708, 583]
newspaper-logo	[30, 6, 88, 62]
event-item: ■ ମାତୃଭାଷା ଦିବସ ପାଳନ, ସ୍ଥାନ: ସମନ୍ତ ଚନ୍ଦ୍ରଶେଖର କଲେଜ, ସମୟ: ସକାଳ ୧୦ଟା	[6, 735, 142, 758]
district-heading: ଗଞ୍ଜାମ	[150, 484, 190, 500]
district-heading: ମାଲକାନଗିରି	[294, 342, 360, 358]
rashi-entry	[718, 664, 940, 760]
event-item: ■ ଉତ୍କଳ ବିଶ୍ୱବିଦ୍ୟାଳୟରେ ଆଲୋଚନାଚକ୍ର, ସ୍ଥାନ: ବାଣୀବିହାର, ସମୟ: ପୂର୍ବାହ୍ନ ୧୧ଟା	[6, 189, 142, 223]
event-item: ■ ଶିଶୁ ଭବନରେ ଚିକିତ୍ସା ଶିବିର, ସ୍ଥାନ: କଟକ, ସମୟ: ସକାଳ ୯ଟା	[150, 144, 286, 167]
rashi-entry	[718, 364, 940, 460]
event-item: ■ ସଙ୍ଗୀତ ସନ୍ଧ୍ୟା, ସ୍ଥାନ: ରବୀନ୍ଦ୍ର ମଣ୍ଡପ, ସମୟ: ସନ୍ଧ୍ୟା ୬ଟା	[6, 608, 142, 631]
event-item: ■ ଗ୍ରାମ ସଭା, ସ୍ଥାନ: ଗଣିଆ, ସମୟ: ପୂର୍ବାହ୍ନ ୧୦ଟା	[572, 701, 708, 724]
event-item: ■ ଆମ ଓଡ଼ିଶା ନବୀନ ଓଡ଼ିଶା କାର୍ଯ୍ୟକ୍ରମ, ସ୍ଥାନ: ନବରଙ୍ଗପୁର, ସମୟ: ପୂର୍ବାହ୍ନ ୧୦ଟା	[294, 281, 424, 315]
district-heading: ଭୁବନେଶ୍ୱର	[6, 124, 70, 139]
column-rule	[146, 120, 147, 1470]
rashi-name: ମେଷ	[720, 164, 772, 182]
district-heading: ଖୋର୍ଦ୍ଧା	[150, 333, 190, 349]
event-item: ■ ଜୟପୁରରେ ସାଂସ୍କୃତିକ ସନ୍ଧ୍ୟା, ସମୟ: ସନ୍ଧ୍ୟା ୬ଟା	[294, 212, 424, 235]
event-item: ■ ସମୟ: ପୂର୍ବାହ୍ନ ୧୦ଟା	[572, 120, 708, 131]
event-item: ■ ଆଦିବାସୀ ସଂସ୍କୃତି ଉତ୍ସବ, ସ୍ଥାନ: ବାଲିଗୁଡ଼ା, ସମୟ: ସନ୍ଧ୍ୟା ୫ଟା	[150, 725, 286, 748]
district-heading: ବରଗଡ଼	[294, 792, 333, 808]
astrologer-address: ମଙ୍ଗଳାଯନ୍ତ୍ର ଶାସନ, କାପୁଆ, ଗଞ୍ଜାମ	[764, 131, 894, 141]
column-rule	[290, 120, 291, 1470]
event-item: ■ ରାଜ୍ୟସ୍ତରୀୟ ସାହିତ୍ୟ ସମ୍ମିଳନୀ ଓ ପୁସ୍ତକ ଉନ୍ମୋଚନ, ସ୍ଥାନ: ସୂଚନା ଭବନ, ସମୟ: ଅପରାହ୍ନ ୪ଟା	[6, 258, 142, 292]
color-dots	[170, 1485, 211, 1493]
event-item: ■ ମହିଳା ସ୍ୱୟଂ ସହାୟକ ଗୋଷ୍ଠୀ ମେଳା, ସ୍ଥାନ: କେସିଙ୍ଗା, ସମୟ: ସକାଳ ୧୦ଟା	[432, 743, 564, 766]
column-rule	[712, 120, 713, 1470]
rashi-entry	[718, 1064, 940, 1160]
